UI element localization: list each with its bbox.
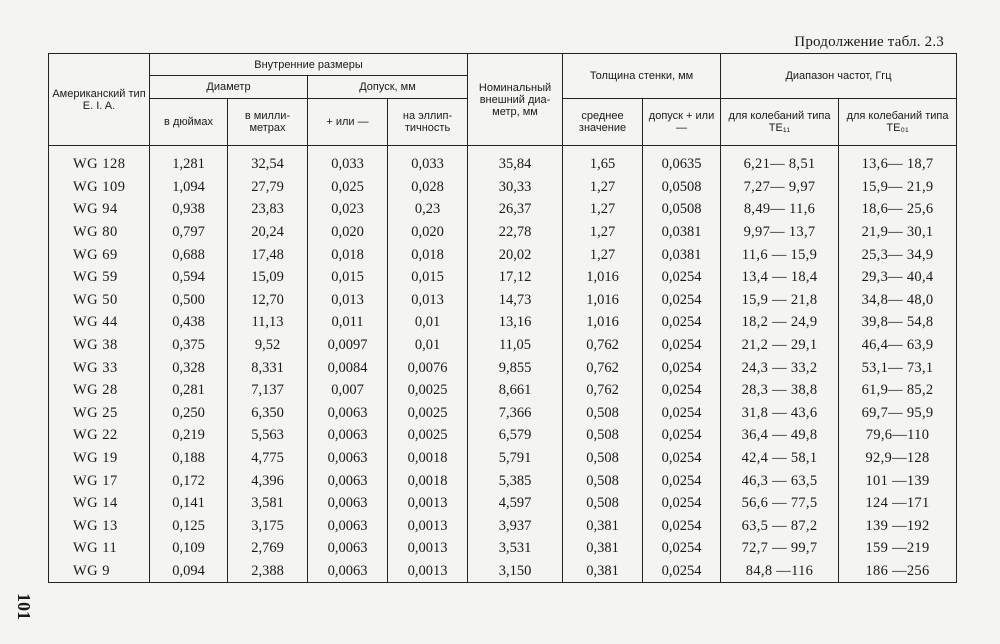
- cell-wall-tolerance: 0,0254: [643, 334, 721, 357]
- cell-diameter-mm: 3,175: [228, 515, 308, 538]
- table-row: [49, 424, 957, 447]
- cell-freq-te01: 139 —192: [839, 515, 957, 538]
- cell-freq-te11: 9,97— 13,7: [721, 221, 839, 244]
- cell-tolerance-pm: 0,025: [308, 176, 388, 199]
- table-row: [49, 492, 957, 515]
- cell-tolerance-ellipticity: 0,0018: [388, 469, 468, 492]
- cell-diameter-mm: 27,79: [228, 176, 308, 199]
- cell-diameter-inches: 0,109: [150, 537, 228, 560]
- cell-tolerance-ellipticity: 0,0013: [388, 537, 468, 560]
- cell-freq-te01: 15,9— 21,9: [839, 176, 957, 199]
- cell-diameter-inches: 0,188: [150, 447, 228, 470]
- table-row: [49, 515, 957, 538]
- cell-type: WG 69: [49, 243, 150, 266]
- cell-type: WG 109: [49, 176, 150, 199]
- cell-diameter-inches: 0,328: [150, 356, 228, 379]
- cell-wall-average: 1,016: [563, 289, 643, 312]
- cell-diameter-mm: 9,52: [228, 334, 308, 357]
- cell-tolerance-pm: 0,0084: [308, 356, 388, 379]
- cell-wall-average: 1,65: [563, 153, 643, 176]
- cell-diameter-inches: 0,219: [150, 424, 228, 447]
- cell-diameter-inches: 0,094: [150, 560, 228, 583]
- cell-wall-tolerance: 0,0254: [643, 515, 721, 538]
- cell-wall-average: 1,27: [563, 221, 643, 244]
- table-row: [49, 402, 957, 425]
- cell-diameter-mm: 7,137: [228, 379, 308, 402]
- cell-tolerance-pm: 0,0063: [308, 424, 388, 447]
- cell-freq-te11: 18,2 — 24,9: [721, 311, 839, 334]
- page-number: 101: [14, 593, 34, 620]
- cell-type: WG 25: [49, 402, 150, 425]
- cell-tolerance-pm: 0,013: [308, 289, 388, 312]
- cell-wall-tolerance: 0,0254: [643, 560, 721, 583]
- cell-outer-diameter: 3,937: [468, 515, 563, 538]
- header-plus-minus: + или —: [308, 99, 388, 146]
- cell-freq-te11: 84,8 —116: [721, 560, 839, 583]
- cell-wall-tolerance: 0,0254: [643, 311, 721, 334]
- header-te11: для колебаний типа TE₁₁: [721, 99, 839, 146]
- header-ellipticity: на эллип-тичность: [388, 99, 468, 146]
- cell-diameter-mm: 4,775: [228, 447, 308, 470]
- cell-outer-diameter: 17,12: [468, 266, 563, 289]
- header-wall-tolerance: допуск + или —: [643, 99, 721, 146]
- cell-freq-te11: 63,5 — 87,2: [721, 515, 839, 538]
- cell-diameter-inches: 0,125: [150, 515, 228, 538]
- cell-wall-tolerance: 0,0381: [643, 221, 721, 244]
- cell-outer-diameter: 11,05: [468, 334, 563, 357]
- cell-diameter-inches: 0,375: [150, 334, 228, 357]
- header-diameter: Диаметр: [150, 76, 308, 99]
- cell-freq-te01: 21,9— 30,1: [839, 221, 957, 244]
- cell-diameter-mm: 32,54: [228, 153, 308, 176]
- cell-tolerance-pm: 0,011: [308, 311, 388, 334]
- cell-outer-diameter: 3,531: [468, 537, 563, 560]
- cell-diameter-mm: 12,70: [228, 289, 308, 312]
- table-header: [49, 54, 957, 146]
- cell-type: WG 59: [49, 266, 150, 289]
- cell-type: WG 128: [49, 153, 150, 176]
- cell-diameter-mm: 4,396: [228, 469, 308, 492]
- cell-freq-te11: 28,3 — 38,8: [721, 379, 839, 402]
- cell-tolerance-pm: 0,0063: [308, 469, 388, 492]
- cell-tolerance-pm: 0,007: [308, 379, 388, 402]
- cell-tolerance-pm: 0,0063: [308, 537, 388, 560]
- cell-freq-te11: 56,6 — 77,5: [721, 492, 839, 515]
- cell-wall-tolerance: 0,0254: [643, 537, 721, 560]
- cell-wall-tolerance: 0,0254: [643, 356, 721, 379]
- cell-freq-te01: 124 —171: [839, 492, 957, 515]
- cell-type: WG 11: [49, 537, 150, 560]
- cell-diameter-inches: 0,500: [150, 289, 228, 312]
- waveguide-dimensions-table: [48, 53, 957, 583]
- cell-tolerance-ellipticity: 0,0025: [388, 424, 468, 447]
- cell-wall-average: 0,508: [563, 469, 643, 492]
- header-wall-thickness: Толщина стенки, мм: [563, 54, 721, 99]
- cell-freq-te11: 42,4 — 58,1: [721, 447, 839, 470]
- cell-outer-diameter: 35,84: [468, 153, 563, 176]
- cell-wall-tolerance: 0,0508: [643, 198, 721, 221]
- cell-freq-te01: 186 —256: [839, 560, 957, 583]
- cell-type: WG 50: [49, 289, 150, 312]
- cell-outer-diameter: 20,02: [468, 243, 563, 266]
- cell-outer-diameter: 4,597: [468, 492, 563, 515]
- cell-freq-te01: 39,8— 54,8: [839, 311, 957, 334]
- cell-freq-te01: 101 —139: [839, 469, 957, 492]
- cell-outer-diameter: 6,579: [468, 424, 563, 447]
- table-row: [49, 334, 957, 357]
- header-frequency-range: Диапазон частот, Ггц: [721, 54, 957, 99]
- table-row: [49, 198, 957, 221]
- header-wall-average: среднее значение: [563, 99, 643, 146]
- header-te01: для колебаний типа TE₀₁: [839, 99, 957, 146]
- cell-wall-average: 1,016: [563, 266, 643, 289]
- cell-wall-average: 0,381: [563, 537, 643, 560]
- cell-diameter-mm: 23,83: [228, 198, 308, 221]
- cell-freq-te11: 6,21— 8,51: [721, 153, 839, 176]
- cell-diameter-inches: 0,938: [150, 198, 228, 221]
- table-row: [49, 469, 957, 492]
- table-row: [49, 447, 957, 470]
- table-row: [49, 153, 957, 176]
- cell-tolerance-ellipticity: 0,0013: [388, 560, 468, 583]
- cell-tolerance-ellipticity: 0,0013: [388, 515, 468, 538]
- header-outer-diameter: Номинальный внешний диа-метр, мм: [468, 54, 563, 146]
- cell-diameter-mm: 5,563: [228, 424, 308, 447]
- cell-tolerance-ellipticity: 0,01: [388, 311, 468, 334]
- cell-type: WG 17: [49, 469, 150, 492]
- cell-wall-average: 1,27: [563, 198, 643, 221]
- cell-tolerance-pm: 0,0063: [308, 492, 388, 515]
- cell-type: WG 14: [49, 492, 150, 515]
- cell-freq-te11: 46,3 — 63,5: [721, 469, 839, 492]
- cell-wall-tolerance: 0,0254: [643, 492, 721, 515]
- cell-diameter-mm: 8,331: [228, 356, 308, 379]
- cell-diameter-mm: 3,581: [228, 492, 308, 515]
- cell-type: WG 94: [49, 198, 150, 221]
- cell-diameter-mm: 6,350: [228, 402, 308, 425]
- cell-outer-diameter: 30,33: [468, 176, 563, 199]
- cell-wall-average: 0,762: [563, 334, 643, 357]
- cell-type: WG 38: [49, 334, 150, 357]
- cell-freq-te01: 29,3— 40,4: [839, 266, 957, 289]
- cell-outer-diameter: 8,661: [468, 379, 563, 402]
- cell-wall-tolerance: 0,0635: [643, 153, 721, 176]
- cell-type: WG 9: [49, 560, 150, 583]
- cell-wall-tolerance: 0,0381: [643, 243, 721, 266]
- cell-diameter-inches: 0,594: [150, 266, 228, 289]
- header-type: Американский тип E. I. A.: [49, 54, 150, 146]
- cell-freq-te01: 159 —219: [839, 537, 957, 560]
- cell-freq-te01: 69,7— 95,9: [839, 402, 957, 425]
- cell-freq-te11: 24,3 — 33,2: [721, 356, 839, 379]
- cell-wall-average: 0,381: [563, 560, 643, 583]
- cell-wall-tolerance: 0,0254: [643, 424, 721, 447]
- cell-wall-average: 1,27: [563, 176, 643, 199]
- cell-freq-te11: 8,49— 11,6: [721, 198, 839, 221]
- cell-tolerance-ellipticity: 0,0025: [388, 379, 468, 402]
- cell-tolerance-ellipticity: 0,0018: [388, 447, 468, 470]
- cell-wall-tolerance: 0,0254: [643, 402, 721, 425]
- cell-type: WG 22: [49, 424, 150, 447]
- cell-freq-te01: 79,6—110: [839, 424, 957, 447]
- cell-outer-diameter: 3,150: [468, 560, 563, 583]
- cell-wall-average: 0,381: [563, 515, 643, 538]
- cell-wall-average: 0,508: [563, 492, 643, 515]
- cell-tolerance-ellipticity: 0,015: [388, 266, 468, 289]
- header-tolerance: Допуск, мм: [308, 76, 468, 99]
- cell-freq-te01: 46,4— 63,9: [839, 334, 957, 357]
- cell-wall-average: 1,27: [563, 243, 643, 266]
- cell-type: WG 19: [49, 447, 150, 470]
- cell-tolerance-ellipticity: 0,018: [388, 243, 468, 266]
- cell-type: WG 28: [49, 379, 150, 402]
- cell-wall-average: 0,762: [563, 379, 643, 402]
- cell-diameter-mm: 2,769: [228, 537, 308, 560]
- cell-type: WG 13: [49, 515, 150, 538]
- cell-type: WG 33: [49, 356, 150, 379]
- cell-outer-diameter: 5,791: [468, 447, 563, 470]
- table-row: [49, 266, 957, 289]
- table-row: [49, 356, 957, 379]
- cell-diameter-inches: 1,094: [150, 176, 228, 199]
- cell-freq-te11: 31,8 — 43,6: [721, 402, 839, 425]
- cell-freq-te11: 36,4 — 49,8: [721, 424, 839, 447]
- cell-freq-te01: 13,6— 18,7: [839, 153, 957, 176]
- cell-freq-te11: 15,9 — 21,8: [721, 289, 839, 312]
- cell-tolerance-pm: 0,020: [308, 221, 388, 244]
- header-inner-dimensions: Внутренние размеры: [150, 54, 468, 76]
- header-millimeters: в милли-метрах: [228, 99, 308, 146]
- cell-tolerance-ellipticity: 0,23: [388, 198, 468, 221]
- cell-diameter-mm: 2,388: [228, 560, 308, 583]
- table-row: [49, 537, 957, 560]
- cell-tolerance-pm: 0,0063: [308, 447, 388, 470]
- cell-tolerance-ellipticity: 0,0025: [388, 402, 468, 425]
- cell-diameter-inches: 0,797: [150, 221, 228, 244]
- cell-wall-tolerance: 0,0254: [643, 379, 721, 402]
- cell-diameter-inches: 0,281: [150, 379, 228, 402]
- cell-diameter-mm: 15,09: [228, 266, 308, 289]
- table-row: [49, 289, 957, 312]
- cell-freq-te01: 34,8— 48,0: [839, 289, 957, 312]
- cell-diameter-mm: 17,48: [228, 243, 308, 266]
- cell-freq-te01: 25,3— 34,9: [839, 243, 957, 266]
- table-continuation-caption: Продолжение табл. 2.3: [794, 34, 944, 50]
- cell-type: WG 80: [49, 221, 150, 244]
- cell-tolerance-ellipticity: 0,013: [388, 289, 468, 312]
- table-body: [49, 146, 957, 583]
- cell-type: WG 44: [49, 311, 150, 334]
- cell-freq-te11: 11,6 — 15,9: [721, 243, 839, 266]
- cell-outer-diameter: 26,37: [468, 198, 563, 221]
- table-row: [49, 221, 957, 244]
- cell-wall-average: 1,016: [563, 311, 643, 334]
- cell-diameter-mm: 11,13: [228, 311, 308, 334]
- cell-wall-average: 0,508: [563, 402, 643, 425]
- cell-tolerance-ellipticity: 0,01: [388, 334, 468, 357]
- table-row: [49, 243, 957, 266]
- table-row: [49, 176, 957, 199]
- cell-freq-te11: 13,4 — 18,4: [721, 266, 839, 289]
- cell-wall-average: 0,508: [563, 447, 643, 470]
- cell-wall-tolerance: 0,0254: [643, 447, 721, 470]
- cell-freq-te01: 61,9— 85,2: [839, 379, 957, 402]
- cell-tolerance-ellipticity: 0,033: [388, 153, 468, 176]
- cell-freq-te01: 18,6— 25,6: [839, 198, 957, 221]
- cell-tolerance-pm: 0,018: [308, 243, 388, 266]
- cell-diameter-inches: 0,172: [150, 469, 228, 492]
- cell-tolerance-ellipticity: 0,028: [388, 176, 468, 199]
- cell-tolerance-pm: 0,015: [308, 266, 388, 289]
- table-row: [49, 560, 957, 583]
- cell-diameter-inches: 0,688: [150, 243, 228, 266]
- cell-tolerance-pm: 0,0063: [308, 515, 388, 538]
- cell-diameter-inches: 1,281: [150, 153, 228, 176]
- cell-freq-te01: 53,1— 73,1: [839, 356, 957, 379]
- cell-diameter-inches: 0,141: [150, 492, 228, 515]
- cell-diameter-inches: 0,438: [150, 311, 228, 334]
- cell-outer-diameter: 22,78: [468, 221, 563, 244]
- table-row: [49, 379, 957, 402]
- cell-freq-te11: 7,27— 9,97: [721, 176, 839, 199]
- cell-outer-diameter: 14,73: [468, 289, 563, 312]
- cell-outer-diameter: 13,16: [468, 311, 563, 334]
- cell-outer-diameter: 9,855: [468, 356, 563, 379]
- cell-tolerance-pm: 0,0063: [308, 560, 388, 583]
- cell-wall-average: 0,508: [563, 424, 643, 447]
- cell-wall-tolerance: 0,0254: [643, 266, 721, 289]
- cell-diameter-mm: 20,24: [228, 221, 308, 244]
- header-inches: в дюймах: [150, 99, 228, 146]
- cell-outer-diameter: 5,385: [468, 469, 563, 492]
- cell-wall-tolerance: 0,0508: [643, 176, 721, 199]
- cell-outer-diameter: 7,366: [468, 402, 563, 425]
- cell-wall-tolerance: 0,0254: [643, 289, 721, 312]
- cell-freq-te01: 92,9—128: [839, 447, 957, 470]
- cell-tolerance-pm: 0,033: [308, 153, 388, 176]
- cell-freq-te11: 21,2 — 29,1: [721, 334, 839, 357]
- cell-tolerance-pm: 0,0063: [308, 402, 388, 425]
- cell-freq-te11: 72,7 — 99,7: [721, 537, 839, 560]
- cell-diameter-inches: 0,250: [150, 402, 228, 425]
- cell-tolerance-ellipticity: 0,020: [388, 221, 468, 244]
- cell-tolerance-ellipticity: 0,0013: [388, 492, 468, 515]
- cell-wall-average: 0,762: [563, 356, 643, 379]
- cell-tolerance-ellipticity: 0,0076: [388, 356, 468, 379]
- cell-wall-tolerance: 0,0254: [643, 469, 721, 492]
- cell-tolerance-pm: 0,023: [308, 198, 388, 221]
- table-row: [49, 311, 957, 334]
- cell-tolerance-pm: 0,0097: [308, 334, 388, 357]
